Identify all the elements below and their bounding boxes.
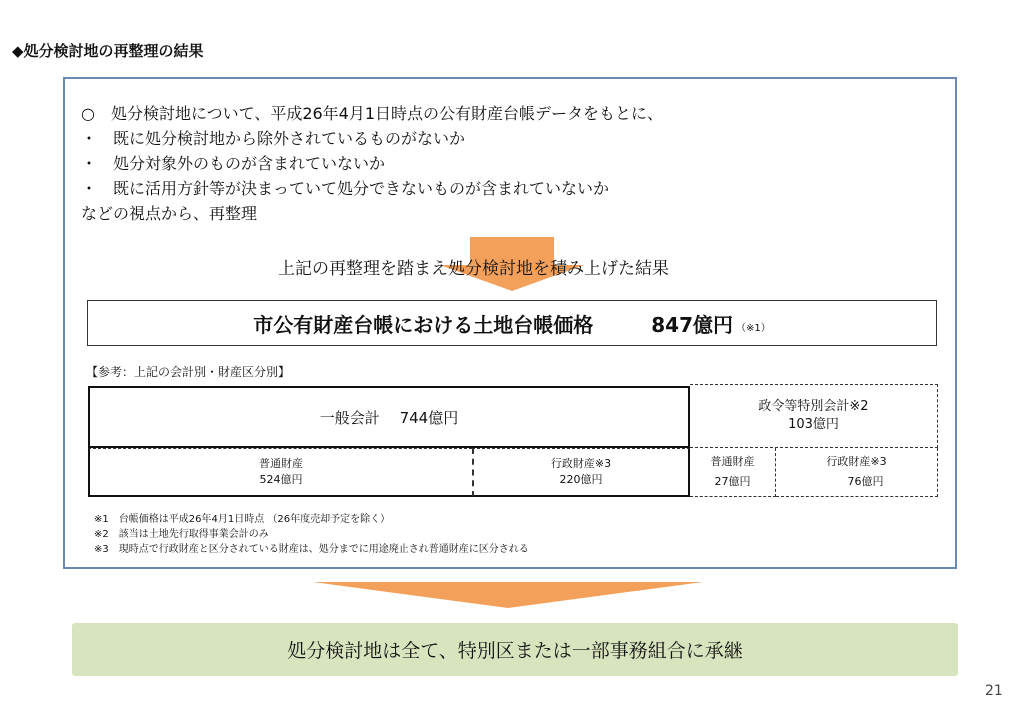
general-account-label: 一般会計 744億円 (319, 408, 459, 427)
land-price-note: （※1） (736, 323, 771, 334)
general-admin-property-cell (472, 448, 690, 497)
intro-line: ・ 処分対象外のものが含まれていないか (81, 154, 386, 173)
cell-value: 76億円 (847, 475, 884, 488)
page-title: ◆処分検討地の再整理の結果 (12, 42, 204, 60)
cell-value: 524億円 (259, 473, 303, 486)
land-price-box (87, 300, 937, 346)
intro-line: ・ 既に処分検討地から除外されているものがないか (81, 129, 466, 148)
cell-label: 普通財産 (259, 457, 303, 470)
general-ordinary-property-cell (88, 448, 472, 497)
land-price-label: 市公有財産台帳における土地台帳価格 (253, 312, 594, 337)
footnote: ※2 該当は土地先行取得事業会計のみ (94, 529, 269, 540)
footnote: ※1 台帳価格は平成26年4月1日時点 （26年度売却予定を除く） (94, 514, 391, 525)
down-arrow-icon (313, 582, 703, 608)
special-account-value: 103億円 (788, 417, 839, 432)
special-account-label: 政令等特別会計※2 (758, 399, 869, 414)
cell-value: 220億円 (559, 473, 603, 486)
intro-line: などの視点から、再整理 (81, 204, 258, 223)
cell-value: 27億円 (714, 475, 751, 488)
intro-line: ・ 既に活用方針等が決まっていて処分できないものが含まれていないか (81, 179, 610, 198)
reference-label: 【参考：上記の会計別・財産区分別】 (86, 365, 291, 379)
footnote: ※3 現時点で行政財産と区分されている財産は、処分までに用途廃止され普通財産に区分される (94, 544, 529, 555)
special-ordinary-property-cell (690, 448, 776, 497)
conclusion-banner: 処分検討地は全て、特別区または一部事務組合に承継 (72, 623, 958, 676)
intro-line: ○ 処分検討地について、平成26年4月1日時点の公有財産台帳データをもとに、 (81, 104, 664, 123)
special-account-cell (690, 384, 938, 448)
special-admin-property-cell (776, 448, 938, 497)
summary-text: 上記の再整理を踏まえ処分検討地を積み上げた結果 (278, 259, 669, 279)
general-account-cell (88, 386, 690, 448)
cell-label: 普通財産 (710, 455, 755, 468)
cell-label: 行政財産※3 (550, 457, 612, 470)
page-number: 21 (985, 683, 1003, 699)
cell-label: 行政財産※3 (826, 455, 887, 468)
land-price-value: 847億円 (651, 312, 733, 337)
